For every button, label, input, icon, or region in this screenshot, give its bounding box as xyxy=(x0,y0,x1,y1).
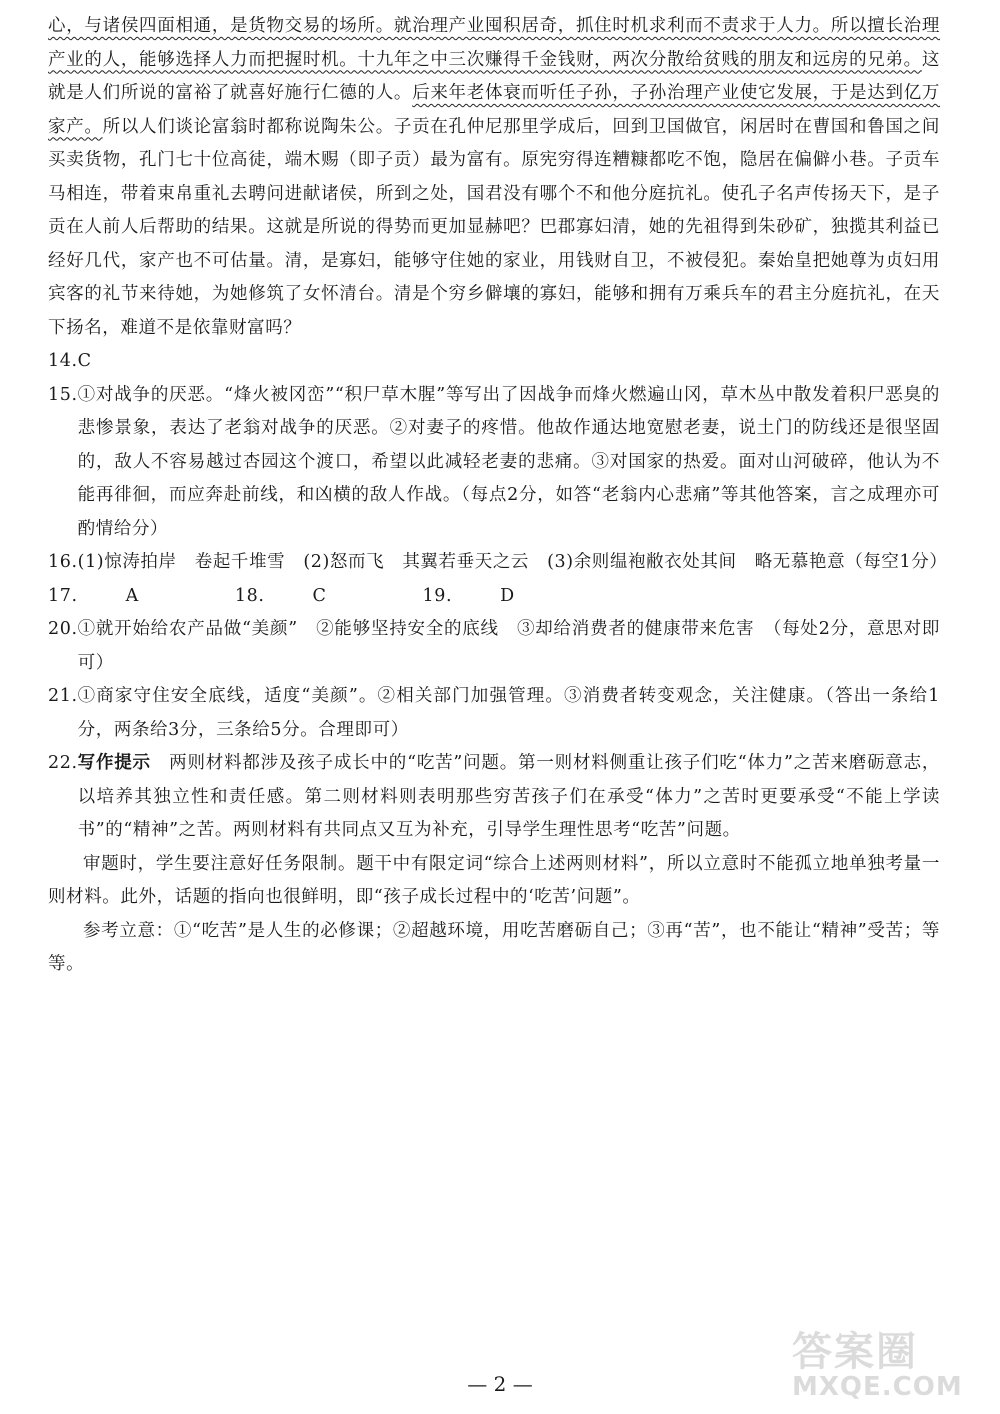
underlined-translation-2: 后来年老体衰而听任子孙，子孙治理产业使它发展，于是达到亿万家产。 xyxy=(48,83,940,137)
question-number: 21. xyxy=(48,686,78,706)
watermark-cn: 答案圈 xyxy=(792,1329,918,1375)
answer-14 xyxy=(48,345,940,379)
writing-hint-para-2: 审题时，学生要注意好任务限制。题干中有限定词“综合上述两则材料”，所以立意时不能孤立地单独考量一则材料。此外，话题的指向也很鲜明，即“孩子成长过程中的‘吃苦’问题”。 xyxy=(48,853,940,907)
answer-page xyxy=(48,10,948,982)
question-number: 20. xyxy=(48,619,78,639)
question-number: 16. xyxy=(48,552,78,572)
question-number: 15. xyxy=(48,384,78,405)
answer-21 xyxy=(48,680,940,747)
translation-passage xyxy=(48,10,940,345)
answer-15 xyxy=(48,379,940,547)
question-number: 18. xyxy=(234,585,265,606)
answer-text: D xyxy=(500,585,515,606)
watermark-en: MXQE.COM xyxy=(792,1372,963,1402)
answer-text: ①就开始给农产品做“美颜” ②能够坚持安全的底线 ③却给消费者的健康带来危害 （每处2分，意思对即可） xyxy=(77,619,940,673)
passage-text-4: 所以人们谈论富翁时都称说陶朱公。子贡在孔仲尼那里学成后，回到卫国做官，闲居时在曹国和鲁国之间买卖货物，孔门七十位高徒，端木赐（即子贡）最为富有。原宪穷得连糟糠都吃不饱，隐居在偏僻小巷。子贡车马相连，带着束帛重礼去聘问进献诸侯，所到之处，国君没有哪个不和他分庭抗礼。使孔子名声传扬天下，是子贡在人前人后帮助的结果。这就是所说的得势而更加显赫吧？巴郡寡妇清，她的先祖得到朱砂矿，独揽其利益已经好几代，家产也不可估量。清，是寡妇，能够守住她的家业，用钱财自卫，不被侵犯。秦始皇把她尊为贞妇用宾客的礼节来待她，为她修筑了女怀清台。清是个穷乡僻壤的寡妇，能够和拥有万乘兵车的君主分庭抗礼，在天下扬名，难道不是依靠财富吗？ xyxy=(48,116,940,338)
answer-19 xyxy=(423,580,563,614)
page-number: — 2 — xyxy=(467,1372,533,1396)
question-number: 17. xyxy=(48,585,78,606)
answer-text: ①商家守住安全底线，适度“美颜”。②相关部门加强管理。③消费者转变观念，关注健康。（答出一条给1分，两条给3分，三条给5分。合理即可） xyxy=(77,686,940,740)
writing-hint-para-3: 参考立意：①“吃苦”是人生的必修课；②超越环境，用吃苦磨砺自己；③再“苦”，也不能让“精神”受苦；等等。 xyxy=(48,920,940,974)
underlined-translation-1: 心，与诸侯四面相通，是货物交易的场所。就治理产业囤积居奇，抓住时机求利而不责求于人力。所以擅长治理产业的人，能够选择人力而把握时机。十九年之中三次赚得千金钱财，两次分散给贫贱的朋友和远房的兄弟。 xyxy=(48,16,940,70)
answer-text: A xyxy=(125,585,139,606)
question-number: 14. xyxy=(48,351,78,371)
answer-18 xyxy=(235,580,375,614)
answer-text: C xyxy=(312,585,327,606)
question-number: 19. xyxy=(422,585,453,606)
writing-hint-text: 两则材料都涉及孩子成长中的“吃苦”问题。第一则材料侧重让孩子们吃“体力”之苦来磨砺意志，以培养其独立性和责任感。第二则材料则表明那些穷苦孩子们在承受“体力”之苦时更要承受“不能上学读书”的“精神”之苦。两则材料有共同点又互为补充，引导学生理性思考“吃苦”问题。 xyxy=(77,753,940,840)
answer-17 xyxy=(48,580,187,614)
passage-text-2: 这就是人们所说的富裕了就喜好施行仁德的人。 xyxy=(48,49,940,103)
watermark-logo xyxy=(792,1329,982,1408)
answer-text: ①对战争的厌恶。“烽火被冈峦”“积尸草木腥”等写出了因战争而烽火燃遍山冈，草木丛中散发着积尸恶臭的悲惨景象，表达了老翁对战争的厌恶。②对妻子的疼惜。他故作通达地宽慰老妻，说土门的防线还是很坚固的，敌人不容易越过杏园这个渡口，希望以此减轻老妻的悲痛。③对国家的热爱。面对山河破碎，他认为不能再徘徊，而应奔赴前线，和凶横的敌人作战。（每点2分，如答“老翁内心悲痛”等其他答案，言之成理亦可酌情给分） xyxy=(77,384,940,539)
question-number: 22. xyxy=(48,753,78,773)
answers-17-19 xyxy=(48,580,940,614)
answer-22 xyxy=(48,747,940,848)
answer-text: C xyxy=(77,351,92,371)
answer-20 xyxy=(48,613,940,680)
answer-16 xyxy=(48,546,948,580)
writing-hint xyxy=(78,747,940,848)
answer-text: (1)惊涛拍岸 卷起千堆雪 (2)怒而飞 其翼若垂天之云 (3)余则缊袍敝衣处其间 略无慕艳意（每空1分） xyxy=(77,552,948,572)
writing-hint-label: 写作提示 xyxy=(77,753,151,773)
